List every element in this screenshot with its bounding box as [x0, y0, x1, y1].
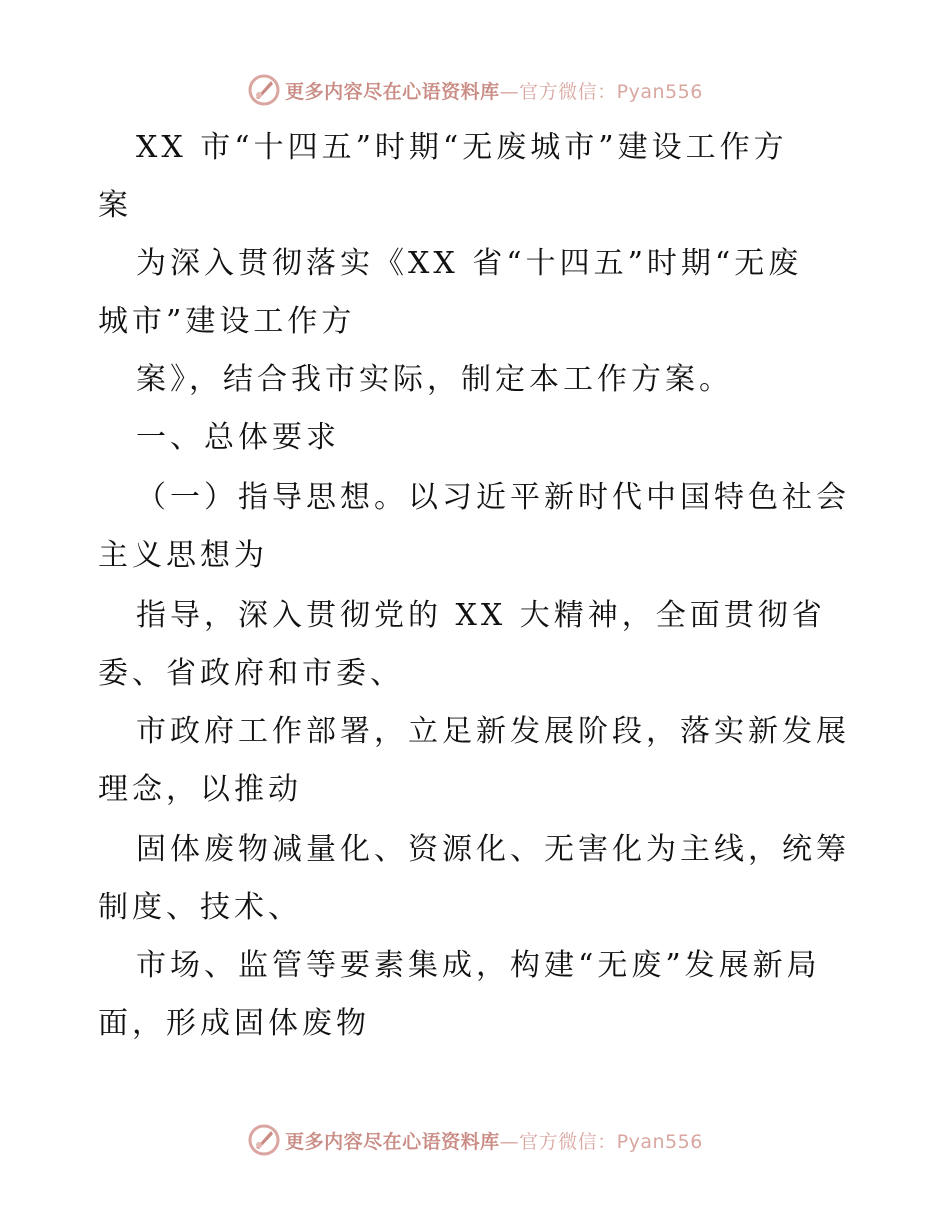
- section-heading: 一、总体要求: [136, 420, 340, 455]
- doc-title-line-2: 案: [98, 188, 132, 223]
- doc-text-line: 制度、技术、: [98, 890, 302, 925]
- doc-text-line: 委、省政府和市委、: [98, 656, 404, 691]
- quill-logo-icon: [247, 1123, 281, 1157]
- doc-text-line: 为深入贯彻落实《XX 省“十四五”时期“无废: [136, 246, 803, 281]
- footer-watermark: [0, 1120, 950, 1160]
- doc-text-line: 城市”建设工作方: [98, 304, 356, 339]
- doc-text-line: 市场、监管等要素集成，构建“无废”发展新局: [136, 948, 821, 983]
- doc-text-line: 案》，结合我市实际，制定本工作方案。: [136, 362, 733, 397]
- doc-text-line: 主义思想为: [98, 538, 268, 573]
- doc-text-line: 市政府工作部署，立足新发展阶段，落实新发展: [136, 714, 850, 749]
- doc-text-line: 理念，以推动: [98, 772, 302, 807]
- doc-text-line: 固体废物减量化、资源化、无害化为主线，统筹: [136, 832, 850, 867]
- doc-text-line: 面，形成固体废物: [98, 1006, 370, 1041]
- watermark-text: 更多内容尽在心语资料库—官方微信：Pyan556: [285, 1130, 703, 1153]
- watermark-text: 更多内容尽在心语资料库—官方微信：Pyan556: [285, 80, 703, 103]
- doc-text-line: 指导，深入贯彻党的 XX 大精神，全面贯彻省: [136, 598, 826, 633]
- quill-logo-icon: [247, 73, 281, 107]
- doc-title-line-1: XX 市“十四五”时期“无废城市”建设工作方: [136, 130, 788, 165]
- header-watermark: [0, 70, 950, 110]
- doc-text-line: （一）指导思想。以习近平新时代中国特色社会: [136, 480, 850, 515]
